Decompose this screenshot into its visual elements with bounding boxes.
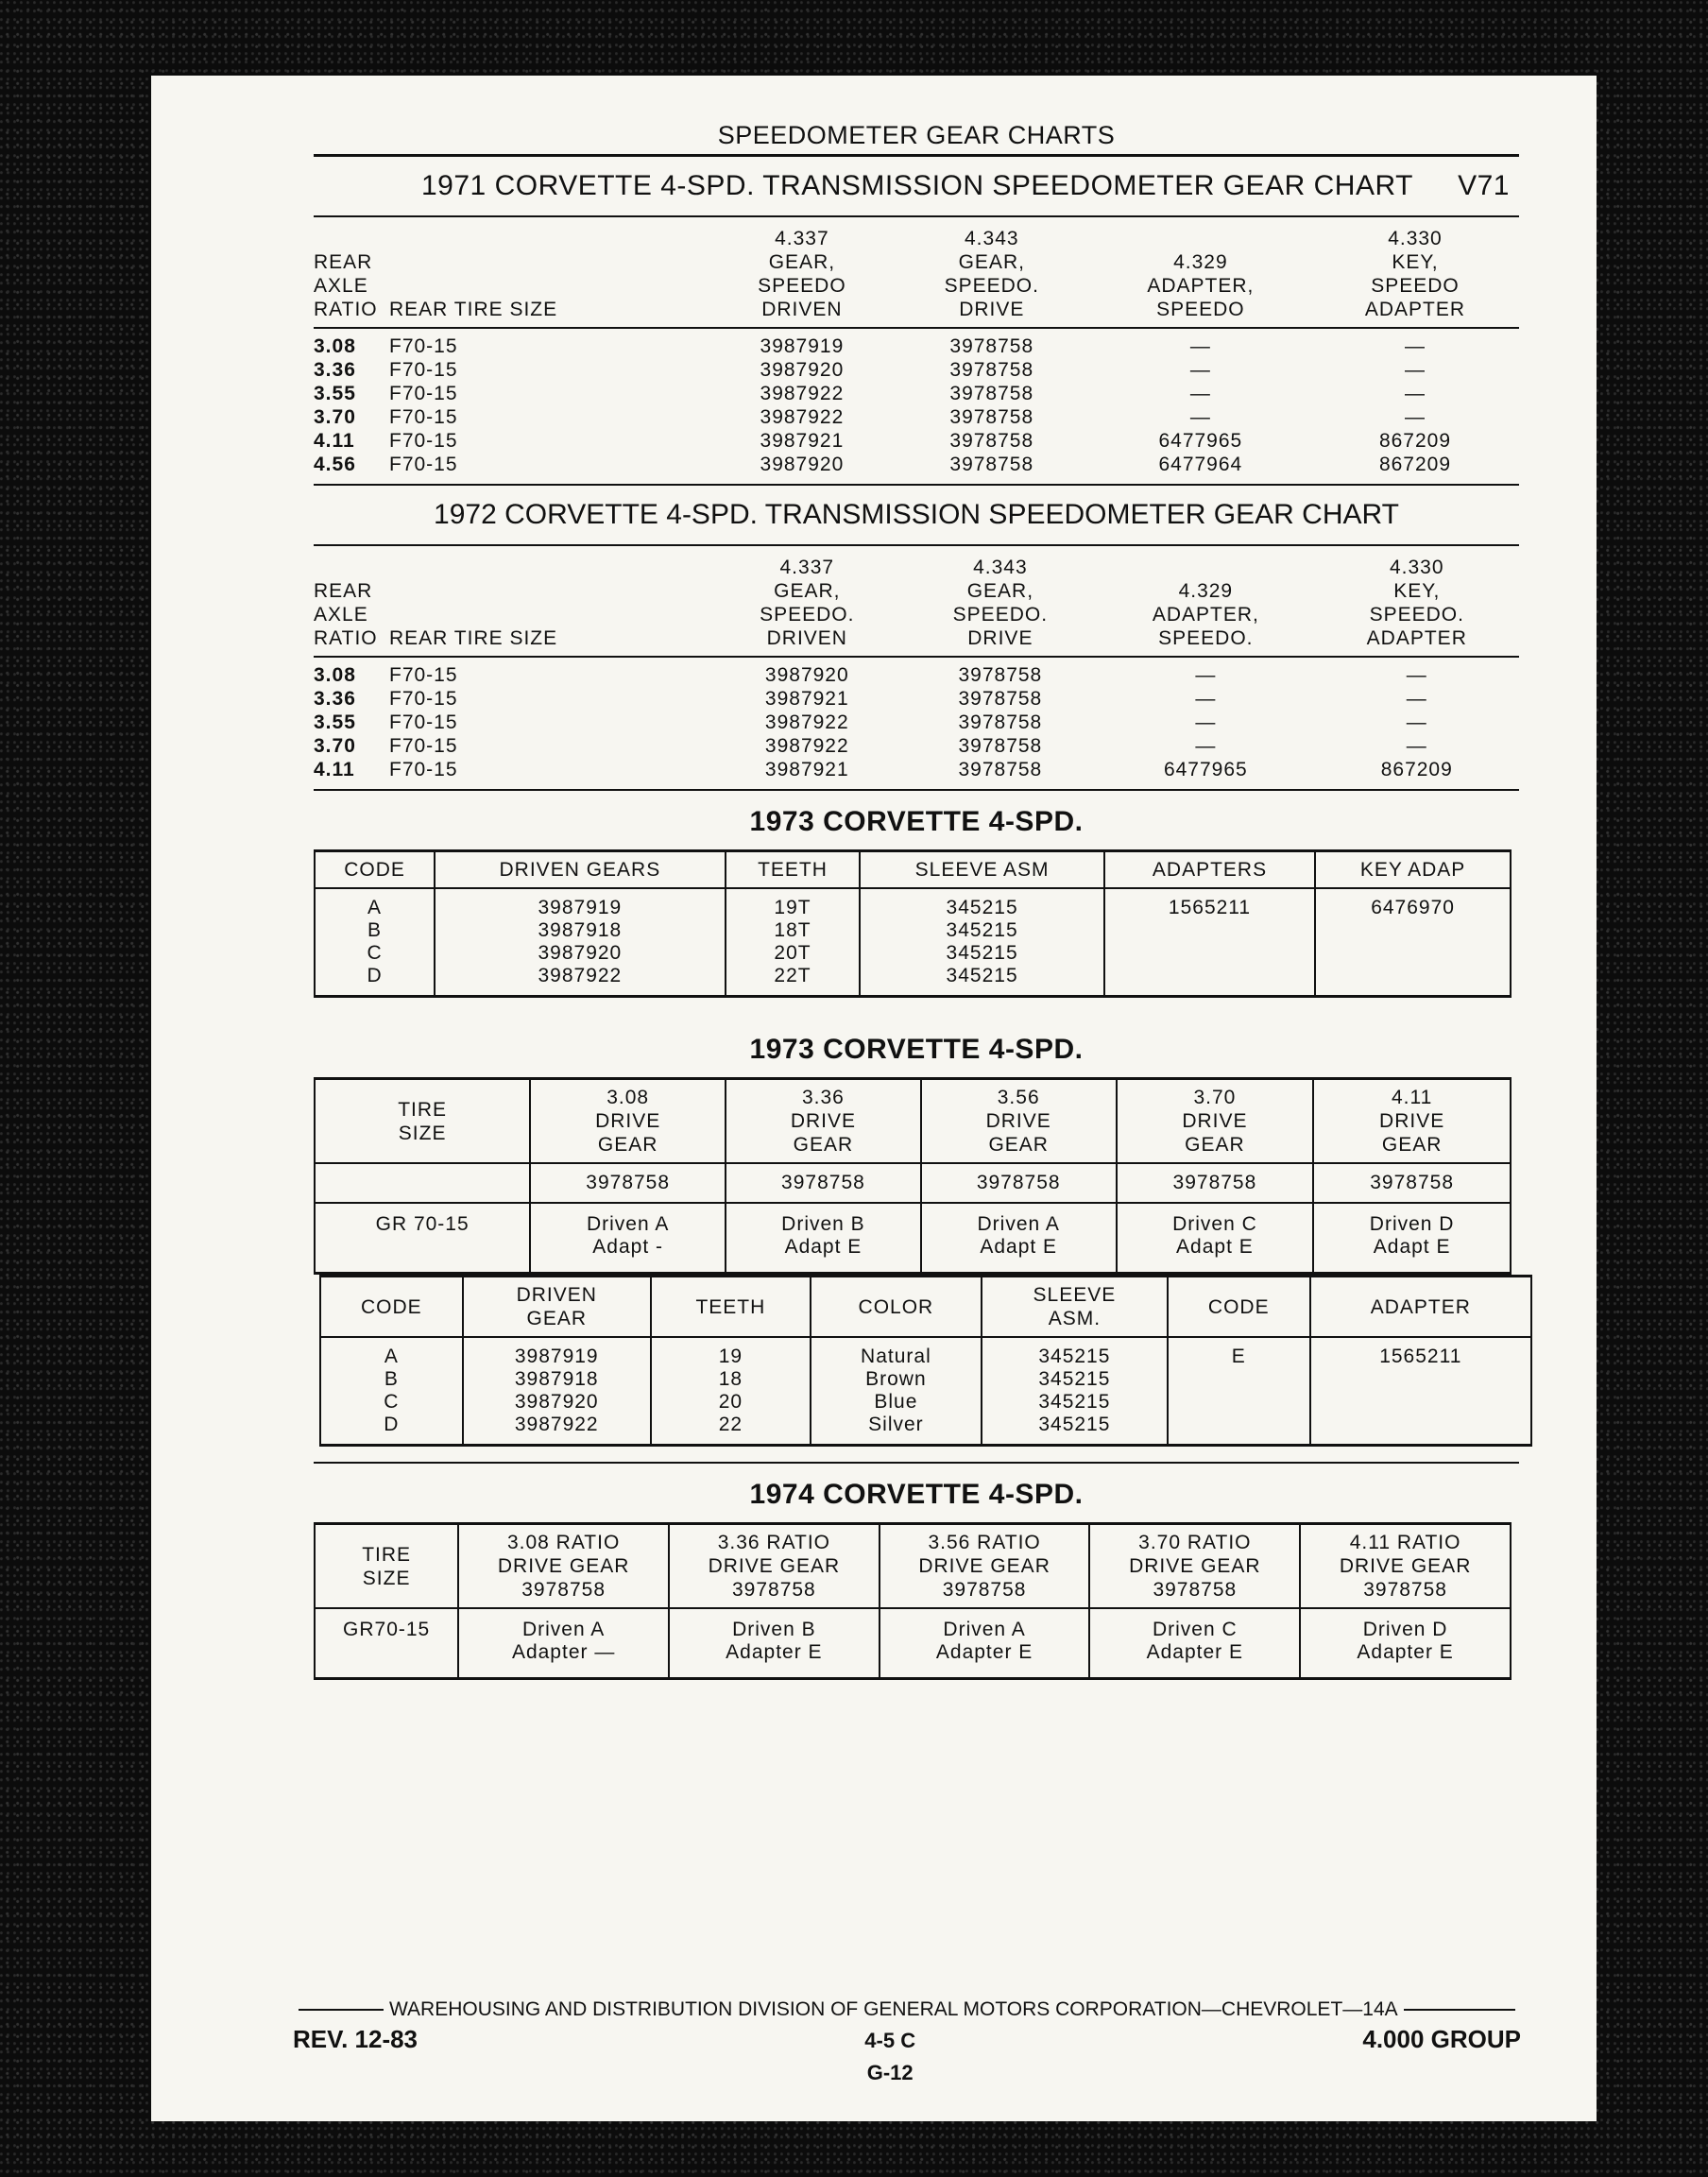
table-row bbox=[314, 358, 1519, 382]
table-row bbox=[315, 965, 1511, 997]
table-cell: Silver bbox=[811, 1414, 982, 1446]
header-line: GEAR, bbox=[774, 580, 841, 602]
ratio-cell: 4.11 bbox=[314, 430, 355, 452]
header-line: 4.330 bbox=[1388, 228, 1443, 249]
gear-chart-1971 bbox=[314, 217, 1519, 484]
gear-number-row bbox=[315, 1163, 1511, 1203]
table-cell: Natural bbox=[811, 1337, 982, 1368]
tire-cell: F70-15 bbox=[389, 454, 458, 475]
driven-adapter-cell: GR70-15 bbox=[315, 1608, 458, 1679]
column-header: TEETH bbox=[651, 1277, 811, 1338]
table-row bbox=[320, 1414, 1531, 1446]
table-cell: B bbox=[320, 1368, 463, 1391]
table-cell: 18T bbox=[726, 919, 861, 942]
gear-cell bbox=[315, 1163, 530, 1203]
table-cell: 3987922 bbox=[463, 1414, 651, 1446]
header-line: AXLE bbox=[314, 275, 368, 297]
key-cell: — bbox=[1406, 664, 1427, 686]
footer-line bbox=[293, 1998, 1521, 2021]
header-line: GEAR, bbox=[958, 251, 1025, 273]
drive-cell: 3978758 bbox=[949, 335, 1034, 357]
gear-cell: 3978758 bbox=[726, 1163, 921, 1203]
chart-1971-code: V71 bbox=[1458, 170, 1510, 201]
ratio-cell: 4.11 bbox=[314, 759, 355, 780]
column-header: ADAPTER bbox=[1310, 1277, 1531, 1338]
tire-cell: F70-15 bbox=[389, 383, 458, 404]
drive-cell: 3978758 bbox=[958, 688, 1043, 710]
chart-1971-title: 1971 CORVETTE 4-SPD. TRANSMISSION SPEEDOMETER GEAR CHART bbox=[421, 170, 1413, 201]
tire-cell: F70-15 bbox=[389, 359, 458, 381]
table-cell: 345215 bbox=[982, 1368, 1168, 1391]
table-1974 bbox=[314, 1522, 1512, 1680]
header-line: KEY, bbox=[1392, 251, 1439, 273]
drive-cell: 3978758 bbox=[958, 735, 1043, 757]
tire-cell: F70-15 bbox=[389, 335, 458, 357]
footer-division-text: WAREHOUSING AND DISTRIBUTION DIVISION OF GENERAL MOTORS CORPORATION—CHEVROLET—14A bbox=[389, 1998, 1398, 2020]
col-header-tire: REAR TIRE SIZE bbox=[389, 299, 558, 320]
table-1973-codes-body bbox=[320, 1337, 1531, 1446]
column-header: 3.08 RATIO DRIVE GEAR 3978758 bbox=[458, 1524, 669, 1609]
adapter-cell: 6477964 bbox=[1158, 454, 1243, 475]
footer-row bbox=[293, 2025, 1521, 2089]
column-header: 3.56 RATIO DRIVE GEAR 3978758 bbox=[880, 1524, 1090, 1609]
adapter-cell: — bbox=[1195, 688, 1217, 710]
table-cell: C bbox=[320, 1391, 463, 1414]
table-cell: 345215 bbox=[982, 1337, 1168, 1368]
column-header: CODE bbox=[320, 1277, 463, 1338]
column-header: TIRE SIZE bbox=[315, 1079, 530, 1164]
key-cell: — bbox=[1404, 406, 1426, 428]
page-number bbox=[864, 2025, 915, 2089]
table-row bbox=[314, 382, 1519, 405]
col-header-ratio bbox=[314, 546, 389, 656]
drive-cell: 3978758 bbox=[958, 711, 1043, 733]
column-header: DRIVEN GEAR bbox=[463, 1277, 651, 1338]
column-header: 3.36 RATIO DRIVE GEAR 3978758 bbox=[669, 1524, 880, 1609]
header-row bbox=[315, 851, 1511, 889]
table-cell: E bbox=[1168, 1337, 1310, 1368]
table-cell: A bbox=[315, 888, 435, 919]
adapter-cell: — bbox=[1189, 359, 1211, 381]
adapter-cell: — bbox=[1189, 335, 1211, 357]
table-row bbox=[314, 658, 1519, 687]
column-header: ADAPTERS bbox=[1104, 851, 1315, 889]
col-header-driven bbox=[710, 546, 904, 656]
table-cell: 3987918 bbox=[463, 1368, 651, 1391]
gear-chart-1972 bbox=[314, 546, 1519, 789]
table-cell bbox=[1310, 1414, 1531, 1446]
header-line: SPEEDO bbox=[1156, 299, 1245, 320]
table-row bbox=[320, 1368, 1531, 1391]
driven-adapter-cell: Driven C Adapt E bbox=[1117, 1203, 1314, 1274]
ratio-cell: 3.55 bbox=[314, 383, 356, 404]
page-title: SPEEDOMETER GEAR CHARTS bbox=[717, 121, 1116, 149]
driven-adapter-cell: GR 70-15 bbox=[315, 1203, 530, 1274]
key-cell: — bbox=[1404, 383, 1426, 404]
ratio-cell: 4.56 bbox=[314, 454, 356, 475]
chart-1971-title-row bbox=[314, 157, 1519, 215]
table-cell: 19 bbox=[651, 1337, 811, 1368]
table-cell: 20 bbox=[651, 1391, 811, 1414]
tire-cell: F70-15 bbox=[389, 759, 458, 780]
page-footer bbox=[293, 1998, 1521, 2089]
section-1974-title: 1974 CORVETTE 4-SPD. bbox=[749, 1479, 1084, 1510]
table-cell: 20T bbox=[726, 942, 861, 965]
table-cell: D bbox=[320, 1414, 463, 1446]
column-header: CODE bbox=[315, 851, 435, 889]
key-cell: — bbox=[1406, 735, 1427, 757]
driven-cell: 3987920 bbox=[760, 454, 845, 475]
key-cell: — bbox=[1404, 335, 1426, 357]
adapter-cell: — bbox=[1189, 406, 1211, 428]
adapter-cell: 6477965 bbox=[1158, 430, 1243, 452]
header-line: 4.330 bbox=[1389, 557, 1444, 578]
table-row bbox=[314, 711, 1519, 734]
header-row bbox=[320, 1277, 1531, 1338]
gear-cell: 3978758 bbox=[921, 1163, 1117, 1203]
driven-adapter-cell: Driven D Adapt E bbox=[1313, 1203, 1511, 1274]
header-line: 4.337 bbox=[779, 557, 835, 578]
column-header: 4.11 RATIO DRIVE GEAR 3978758 bbox=[1300, 1524, 1511, 1609]
col-header-drive bbox=[894, 217, 1090, 327]
header-line: SPEEDO. bbox=[1158, 627, 1254, 649]
driven-cell: 3987921 bbox=[764, 759, 849, 780]
ratio-cell: 3.08 bbox=[314, 664, 356, 686]
driven-adapter-cell: Driven C Adapter E bbox=[1089, 1608, 1300, 1679]
driven-cell: 3987919 bbox=[760, 335, 845, 357]
col-header-adapter bbox=[1090, 217, 1311, 327]
header-line: 4.329 bbox=[1173, 251, 1228, 273]
column-header: 3.70 RATIO DRIVE GEAR 3978758 bbox=[1089, 1524, 1300, 1609]
header-line: 4.337 bbox=[775, 228, 829, 249]
header-row bbox=[314, 546, 1519, 656]
table-cell bbox=[1104, 919, 1315, 942]
table-cell: 345215 bbox=[982, 1391, 1168, 1414]
table-1973-drive bbox=[314, 1077, 1512, 1275]
drive-cell: 3978758 bbox=[949, 430, 1034, 452]
table-row bbox=[315, 919, 1511, 942]
table-1973-codes bbox=[319, 1275, 1532, 1447]
table-cell: 22T bbox=[726, 965, 861, 997]
column-header: 3.56 DRIVE GEAR bbox=[921, 1079, 1117, 1164]
table-cell: 3987919 bbox=[435, 888, 726, 919]
drive-cell: 3978758 bbox=[958, 759, 1043, 780]
driven-adapter-cell: Driven A Adapt E bbox=[921, 1203, 1117, 1274]
header-line: SPEEDO. bbox=[1369, 604, 1464, 626]
driven-cell: 3987922 bbox=[760, 406, 845, 428]
driven-cell: 3987922 bbox=[760, 383, 845, 404]
document-content bbox=[314, 121, 1519, 1680]
column-header: SLEEVE ASM. bbox=[982, 1277, 1168, 1338]
gear-cell: 3978758 bbox=[530, 1163, 726, 1203]
key-cell: 867209 bbox=[1378, 454, 1452, 475]
key-cell: — bbox=[1406, 688, 1427, 710]
drive-cell: 3978758 bbox=[949, 454, 1034, 475]
table-cell: A bbox=[320, 1337, 463, 1368]
chart-1972-title: 1972 CORVETTE 4-SPD. TRANSMISSION SPEEDOMETER GEAR CHART bbox=[434, 499, 1399, 530]
adapter-cell: — bbox=[1195, 664, 1217, 686]
chart-1972-body bbox=[314, 658, 1519, 789]
revision-label: REV. 12-83 bbox=[293, 2025, 418, 2053]
col-header-adapter bbox=[1097, 546, 1314, 656]
table-cell: 3987922 bbox=[435, 965, 726, 997]
section-number: 4-5 C bbox=[864, 2029, 916, 2052]
gear-cell: 3978758 bbox=[1313, 1163, 1511, 1203]
section-1973a-title: 1973 CORVETTE 4-SPD. bbox=[749, 806, 1084, 837]
chart-1971-body bbox=[314, 329, 1519, 484]
table-cell: 1565211 bbox=[1104, 888, 1315, 919]
driven-adapter-cell: Driven D Adapter E bbox=[1300, 1608, 1511, 1679]
header-line: 4.343 bbox=[973, 557, 1028, 578]
table-cell: 3987920 bbox=[463, 1391, 651, 1414]
table-row bbox=[320, 1391, 1531, 1414]
adapter-cell: — bbox=[1195, 735, 1217, 757]
table-cell: 345215 bbox=[860, 888, 1104, 919]
header-line: AXLE bbox=[314, 604, 368, 626]
driven-cell: 3987920 bbox=[760, 359, 845, 381]
column-header: 3.08 DRIVE GEAR bbox=[530, 1079, 726, 1164]
col-header-driven bbox=[710, 217, 894, 327]
table-row bbox=[315, 942, 1511, 965]
header-line: SPEEDO. bbox=[760, 604, 855, 626]
tire-row bbox=[315, 1203, 1511, 1274]
key-cell: — bbox=[1406, 711, 1427, 733]
header-line: ADAPTER, bbox=[1152, 604, 1259, 626]
driven-cell: 3987922 bbox=[764, 711, 849, 733]
column-header: 3.70 DRIVE GEAR bbox=[1117, 1079, 1314, 1164]
column-header: 3.36 DRIVE GEAR bbox=[726, 1079, 921, 1164]
tire-cell: F70-15 bbox=[389, 430, 458, 452]
header-line: DRIVEN bbox=[766, 627, 847, 649]
tire-cell: F70-15 bbox=[389, 406, 458, 428]
driven-adapter-cell: Driven B Adapter E bbox=[669, 1608, 880, 1679]
table-cell bbox=[1310, 1368, 1531, 1391]
table-cell: 3987918 bbox=[435, 919, 726, 942]
header-row bbox=[315, 1079, 1511, 1164]
table-cell: B bbox=[315, 919, 435, 942]
table-cell: Brown bbox=[811, 1368, 982, 1391]
table-cell bbox=[1168, 1391, 1310, 1414]
header-line: REAR bbox=[314, 580, 373, 602]
table-cell: C bbox=[315, 942, 435, 965]
table-cell bbox=[1315, 942, 1511, 965]
header-line: 4.329 bbox=[1178, 580, 1234, 602]
table-cell bbox=[1104, 965, 1315, 997]
header-line: SPEEDO. bbox=[944, 275, 1039, 297]
table-row bbox=[314, 429, 1519, 453]
header-line: DRIVE bbox=[959, 299, 1025, 320]
driven-cell: 3987922 bbox=[764, 735, 849, 757]
col-header-drive bbox=[904, 546, 1098, 656]
ratio-cell: 3.70 bbox=[314, 735, 356, 757]
table-cell bbox=[1168, 1368, 1310, 1391]
table-cell: 345215 bbox=[982, 1414, 1168, 1446]
adapter-cell: 6477965 bbox=[1163, 759, 1248, 780]
table-row bbox=[315, 888, 1511, 919]
table-1973-gears-body bbox=[315, 888, 1511, 997]
column-header: SLEEVE ASM bbox=[860, 851, 1104, 889]
tire-cell: F70-15 bbox=[389, 735, 458, 757]
table-cell: 345215 bbox=[860, 919, 1104, 942]
header-row bbox=[314, 217, 1519, 327]
adapter-cell: — bbox=[1189, 383, 1211, 404]
table-cell bbox=[1168, 1414, 1310, 1446]
tire-cell: F70-15 bbox=[389, 688, 458, 710]
header-line: DRIVE bbox=[967, 627, 1033, 649]
header-line: SPEEDO. bbox=[952, 604, 1049, 626]
table-cell bbox=[1315, 965, 1511, 997]
header-line: GEAR, bbox=[768, 251, 836, 273]
header-line: DRIVEN bbox=[761, 299, 843, 320]
column-header: DRIVEN GEARS bbox=[435, 851, 726, 889]
driven-adapter-cell: Driven A Adapter — bbox=[458, 1608, 669, 1679]
header-line: SPEEDO bbox=[758, 275, 846, 297]
column-header: TIRE SIZE bbox=[315, 1524, 458, 1609]
key-cell: 867209 bbox=[1380, 759, 1453, 780]
header-line: 4.343 bbox=[965, 228, 1019, 249]
header-line: RATIO bbox=[314, 299, 378, 320]
key-cell: 867209 bbox=[1378, 430, 1452, 452]
header-line: RATIO bbox=[314, 627, 378, 649]
ratio-cell: 3.55 bbox=[314, 711, 356, 733]
col-header-tire: REAR TIRE SIZE bbox=[389, 627, 558, 649]
sheet-number: G-12 bbox=[866, 2061, 914, 2084]
driven-cell: 3987921 bbox=[764, 688, 849, 710]
table-cell: D bbox=[315, 965, 435, 997]
table-cell: 19T bbox=[726, 888, 861, 919]
table-1973-gears bbox=[314, 849, 1512, 998]
table-cell: 18 bbox=[651, 1368, 811, 1391]
header-line: ADAPTER bbox=[1364, 299, 1466, 320]
gear-cell: 3978758 bbox=[1117, 1163, 1314, 1203]
driven-cell: 3987921 bbox=[760, 430, 845, 452]
header-line: ADAPTER bbox=[1366, 627, 1467, 649]
table-cell: 3987919 bbox=[463, 1337, 651, 1368]
ratio-cell: 3.70 bbox=[314, 406, 356, 428]
driven-adapter-cell: Driven A Adapter E bbox=[880, 1608, 1090, 1679]
table-cell: 345215 bbox=[860, 942, 1104, 965]
tire-cell: F70-15 bbox=[389, 711, 458, 733]
driven-adapter-cell: Driven B Adapt E bbox=[726, 1203, 921, 1274]
table-row bbox=[314, 758, 1519, 789]
column-header: TEETH bbox=[726, 851, 861, 889]
table-row bbox=[314, 405, 1519, 429]
col-header-key bbox=[1315, 546, 1519, 656]
header-line: GEAR, bbox=[966, 580, 1034, 602]
driven-cell: 3987920 bbox=[764, 664, 849, 686]
table-row bbox=[320, 1337, 1531, 1368]
table-cell: Blue bbox=[811, 1391, 982, 1414]
column-header: 4.11 DRIVE GEAR bbox=[1313, 1079, 1511, 1164]
header-line: REAR bbox=[314, 251, 373, 273]
header-line: KEY, bbox=[1393, 580, 1441, 602]
table-row bbox=[314, 329, 1519, 358]
group-label: 4.000 GROUP bbox=[1362, 2025, 1521, 2053]
column-header: COLOR bbox=[811, 1277, 982, 1338]
tire-cell: F70-15 bbox=[389, 664, 458, 686]
column-header: KEY ADAP bbox=[1315, 851, 1511, 889]
table-cell: 22 bbox=[651, 1414, 811, 1446]
table-cell bbox=[1104, 942, 1315, 965]
table-cell: 345215 bbox=[860, 965, 1104, 997]
ratio-cell: 3.08 bbox=[314, 335, 356, 357]
table-cell: 6476970 bbox=[1315, 888, 1511, 919]
ratio-cell: 3.36 bbox=[314, 359, 356, 381]
key-cell: — bbox=[1404, 359, 1426, 381]
drive-cell: 3978758 bbox=[949, 383, 1034, 404]
ratio-cell: 3.36 bbox=[314, 688, 356, 710]
table-cell: 3987920 bbox=[435, 942, 726, 965]
table-cell bbox=[1310, 1391, 1531, 1414]
document-page bbox=[151, 76, 1597, 2121]
col-header-key bbox=[1311, 217, 1519, 327]
table-row bbox=[314, 453, 1519, 484]
table-cell: 1565211 bbox=[1310, 1337, 1531, 1368]
table-cell bbox=[1315, 919, 1511, 942]
table-row bbox=[314, 687, 1519, 711]
column-header: CODE bbox=[1168, 1277, 1310, 1338]
table-row bbox=[314, 734, 1519, 758]
driven-adapter-cell: Driven A Adapt - bbox=[530, 1203, 726, 1274]
col-header-ratio bbox=[314, 217, 389, 327]
drive-cell: 3978758 bbox=[949, 406, 1034, 428]
section-1973b-title: 1973 CORVETTE 4-SPD. bbox=[749, 1034, 1084, 1065]
drive-cell: 3978758 bbox=[949, 359, 1034, 381]
header-line: SPEEDO bbox=[1371, 275, 1460, 297]
adapter-cell: — bbox=[1195, 711, 1217, 733]
drive-cell: 3978758 bbox=[958, 664, 1043, 686]
tire-row bbox=[315, 1608, 1511, 1679]
header-row bbox=[315, 1524, 1511, 1609]
header-line: ADAPTER, bbox=[1147, 275, 1255, 297]
